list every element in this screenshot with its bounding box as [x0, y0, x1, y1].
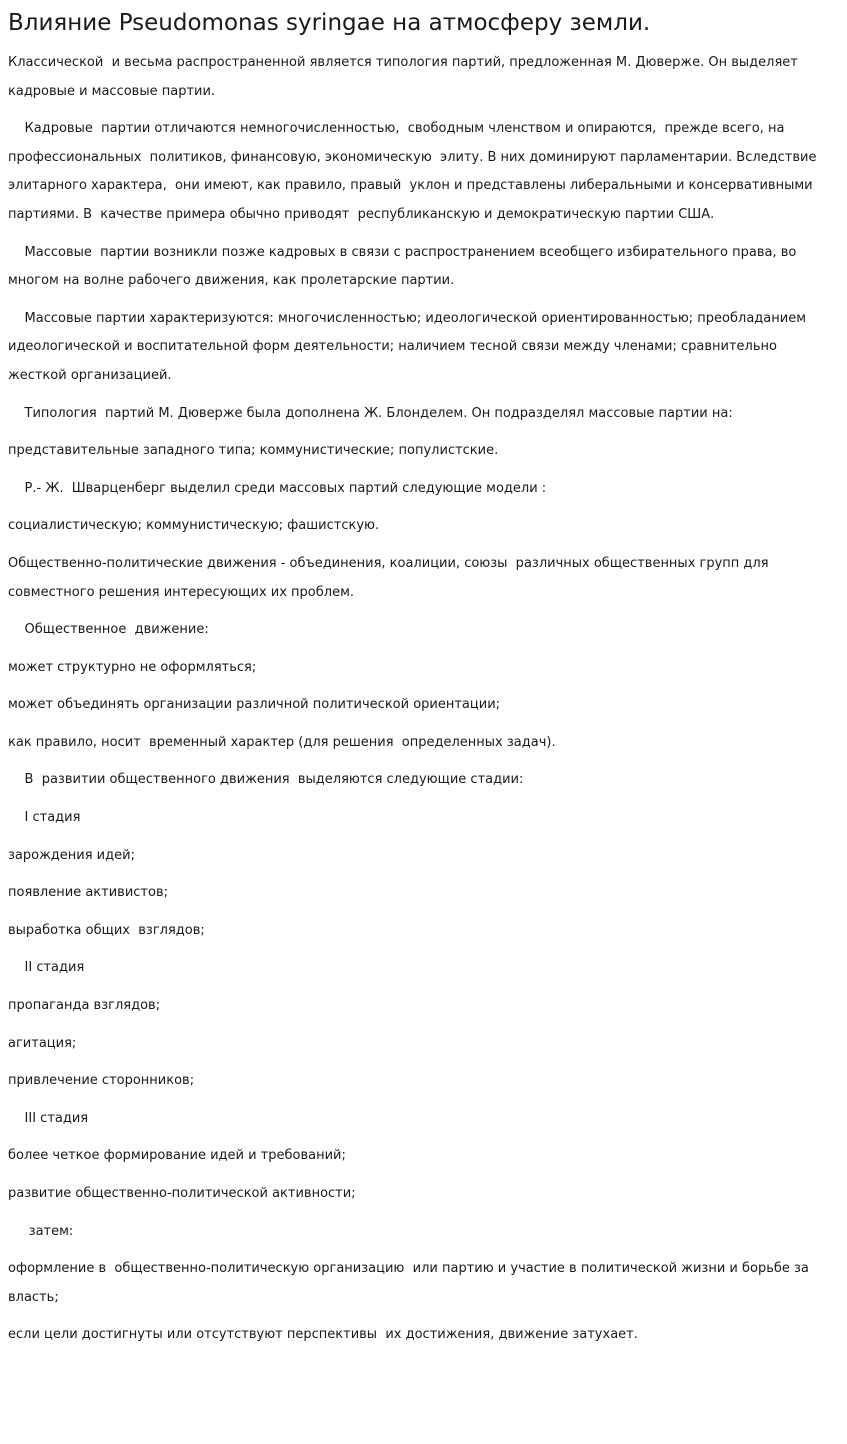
- paragraph: Классической и весьма распространенной является типология партий, предложенная М. Дюверже. Он выделяет кадровые и массовые партии.: [8, 55, 803, 99]
- list-item: появление активистов;: [8, 885, 168, 901]
- list-item: привлечение сторонников;: [8, 1073, 195, 1089]
- list-item: развитие общественно-политической активности;: [8, 1186, 356, 1201]
- stage-heading: III стадия: [8, 1110, 89, 1126]
- list-item: может объединять организации различной политической ориентации;: [8, 697, 501, 713]
- paragraph: затем:: [8, 1223, 74, 1239]
- paragraph: В развитии общественного движения выделяются следующие стадии:: [8, 772, 524, 788]
- paragraph: Р.- Ж. Шварценберг выделил среди массовых партий следующие модели :: [8, 480, 547, 496]
- paragraph: Массовые партии возникли позже кадровых в связи с распространением всеобщего избирательного права, во многом на волне рабочего движения, как пролетарские партии.: [8, 244, 801, 289]
- page-title: Влияние Pseudomonas syringae на атмосферу земли.: [8, 10, 651, 36]
- paragraph: Общественно-политические движения - объединения, коалиции, союзы различных общественных групп для совместного решения интересующих их проблем.: [8, 555, 773, 600]
- list-item: оформление в общественно-политическую организацию или партию и участие в политической жизни и борьбе за власть;: [8, 1261, 814, 1305]
- paragraph: Типология партий М. Дюверже была дополнена Ж. Блонделем. Он подразделял массовые партии на:: [8, 405, 733, 421]
- list-item: может структурно не оформляться;: [8, 659, 257, 675]
- list-item: как правило, носит временный характер (для решения определенных задач).: [8, 734, 556, 750]
- document-body: [8, 49, 839, 1350]
- paragraph: Кадровые партии отличаются немногочисленностью, свободным членством и опираются, прежде всего, на профессиональных политиков, финансовую, экономическую элиту. В них доминируют парламентарии. Вследствие элитарного характера, они имеют, как правило, правый уклон и представлены либеральными и консервативными партиями. В качестве примера обычно приводят республиканскую и демократическую партии США.: [8, 121, 821, 222]
- paragraph: представительные западного типа; коммунистические; популистские.: [8, 443, 499, 459]
- paragraph: социалистическую; коммунистическую; фашистскую.: [8, 518, 380, 534]
- list-item: зарождения идей;: [8, 847, 135, 863]
- list-item: пропаганда взглядов;: [8, 998, 161, 1014]
- stage-heading: I стадия: [8, 810, 81, 826]
- list-item: выработка общих взглядов;: [8, 922, 205, 938]
- paragraph: Массовые партии характеризуются: многочисленностью; идеологической ориентированностью; преобладанием идеологической и воспитательной форм деятельности; наличием тесной связи между членами; сравнительно жесткой организацией.: [8, 310, 811, 383]
- list-item: более четкое формирование идей и требований;: [8, 1148, 346, 1164]
- list-item: если цели достигнуты или отсутствуют перспективы их достижения, движение затухает.: [8, 1327, 638, 1343]
- paragraph: Общественное движение:: [8, 622, 209, 638]
- list-item: агитация;: [8, 1035, 77, 1051]
- stage-heading: II стадия: [8, 960, 85, 976]
